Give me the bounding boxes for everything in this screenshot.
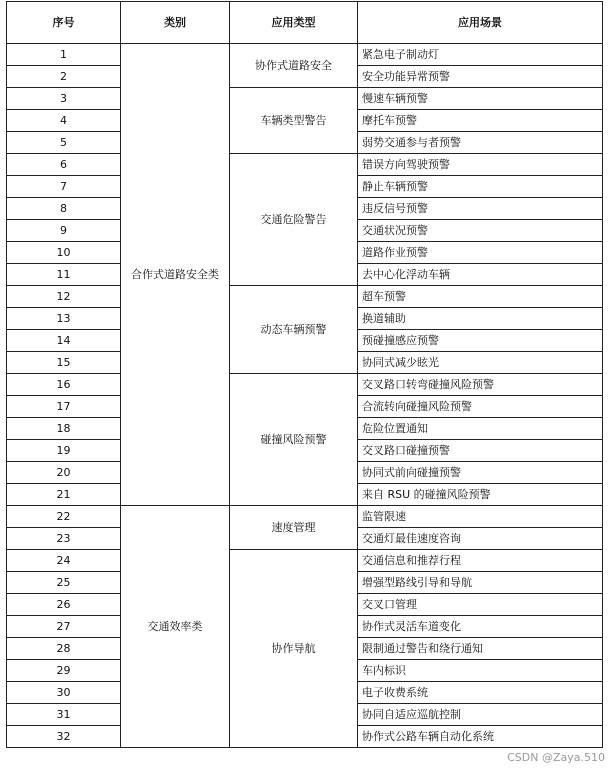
row-number: 15 <box>7 352 121 374</box>
row-number: 29 <box>7 660 121 682</box>
scene-cell: 预碰撞感应预警 <box>358 330 603 352</box>
row-number: 24 <box>7 550 121 572</box>
row-number: 23 <box>7 528 121 550</box>
type-cell: 动态车辆预警 <box>230 286 358 374</box>
type-cell: 速度管理 <box>230 506 358 550</box>
table-row <box>7 286 603 308</box>
row-number: 31 <box>7 704 121 726</box>
row-number: 28 <box>7 638 121 660</box>
row-number: 1 <box>7 44 121 66</box>
header-scene: 应用场景 <box>358 2 603 44</box>
row-number: 16 <box>7 374 121 396</box>
scene-cell: 交通灯最佳速度咨询 <box>358 528 603 550</box>
row-number: 18 <box>7 418 121 440</box>
scene-cell: 车内标识 <box>358 660 603 682</box>
table-header-row <box>7 2 603 44</box>
type-cell: 协作导航 <box>230 550 358 748</box>
row-number: 8 <box>7 198 121 220</box>
scene-cell: 慢速车辆预警 <box>358 88 603 110</box>
scene-cell: 弱势交通参与者预警 <box>358 132 603 154</box>
row-number: 7 <box>7 176 121 198</box>
scene-cell: 超车预警 <box>358 286 603 308</box>
row-number: 19 <box>7 440 121 462</box>
scene-cell: 去中心化浮动车辆 <box>358 264 603 286</box>
row-number: 21 <box>7 484 121 506</box>
category-cell: 交通效率类 <box>121 506 230 748</box>
row-number: 27 <box>7 616 121 638</box>
scene-cell: 电子收费系统 <box>358 682 603 704</box>
header-category: 类别 <box>121 2 230 44</box>
watermark: CSDN @Zaya.510 <box>507 751 605 764</box>
table-row <box>7 88 603 110</box>
scene-cell: 摩托车预警 <box>358 110 603 132</box>
scene-cell: 错误方向驾驶预警 <box>358 154 603 176</box>
category-cell: 合作式道路安全类 <box>121 44 230 506</box>
row-number: 10 <box>7 242 121 264</box>
row-number: 30 <box>7 682 121 704</box>
scene-cell: 协作式灵活车道变化 <box>358 616 603 638</box>
scene-cell: 交叉路口碰撞预警 <box>358 440 603 462</box>
scene-cell: 限制通过警告和绕行通知 <box>358 638 603 660</box>
row-number: 32 <box>7 726 121 748</box>
table-row <box>7 374 603 396</box>
scene-cell: 协作式公路车辆自动化系统 <box>358 726 603 748</box>
scene-cell: 增强型路线引导和导航 <box>358 572 603 594</box>
type-cell: 车辆类型警告 <box>230 88 358 154</box>
scene-cell: 安全功能异常预警 <box>358 66 603 88</box>
row-number: 9 <box>7 220 121 242</box>
scene-cell: 协同自适应巡航控制 <box>358 704 603 726</box>
scene-cell: 静止车辆预警 <box>358 176 603 198</box>
row-number: 17 <box>7 396 121 418</box>
scene-cell: 合流转向碰撞风险预警 <box>358 396 603 418</box>
scene-cell: 交叉路口转弯碰撞风险预警 <box>358 374 603 396</box>
scene-cell: 交通信息和推荐行程 <box>358 550 603 572</box>
scene-cell: 换道辅助 <box>358 308 603 330</box>
row-number: 22 <box>7 506 121 528</box>
table-row <box>7 506 603 528</box>
row-number: 20 <box>7 462 121 484</box>
header-no: 序号 <box>7 2 121 44</box>
table-row <box>7 154 603 176</box>
scene-cell: 来自 RSU 的碰撞风险预警 <box>358 484 603 506</box>
table-row <box>7 550 603 572</box>
scene-cell: 违反信号预警 <box>358 198 603 220</box>
row-number: 6 <box>7 154 121 176</box>
row-number: 5 <box>7 132 121 154</box>
scene-cell: 协同式前向碰撞预警 <box>358 462 603 484</box>
row-number: 11 <box>7 264 121 286</box>
type-cell: 交通危险警告 <box>230 154 358 286</box>
scene-cell: 交叉口管理 <box>358 594 603 616</box>
row-number: 13 <box>7 308 121 330</box>
row-number: 12 <box>7 286 121 308</box>
table-body <box>7 44 603 748</box>
application-table <box>6 1 603 748</box>
scene-cell: 交通状况预警 <box>358 220 603 242</box>
table-row <box>7 44 603 66</box>
row-number: 25 <box>7 572 121 594</box>
row-number: 14 <box>7 330 121 352</box>
scene-cell: 监管限速 <box>358 506 603 528</box>
row-number: 2 <box>7 66 121 88</box>
scene-cell: 危险位置通知 <box>358 418 603 440</box>
type-cell: 碰撞风险预警 <box>230 374 358 506</box>
scene-cell: 紧急电子制动灯 <box>358 44 603 66</box>
row-number: 4 <box>7 110 121 132</box>
scene-cell: 道路作业预警 <box>358 242 603 264</box>
row-number: 26 <box>7 594 121 616</box>
scene-cell: 协同式减少眩光 <box>358 352 603 374</box>
header-type: 应用类型 <box>230 2 358 44</box>
row-number: 3 <box>7 88 121 110</box>
type-cell: 协作式道路安全 <box>230 44 358 88</box>
